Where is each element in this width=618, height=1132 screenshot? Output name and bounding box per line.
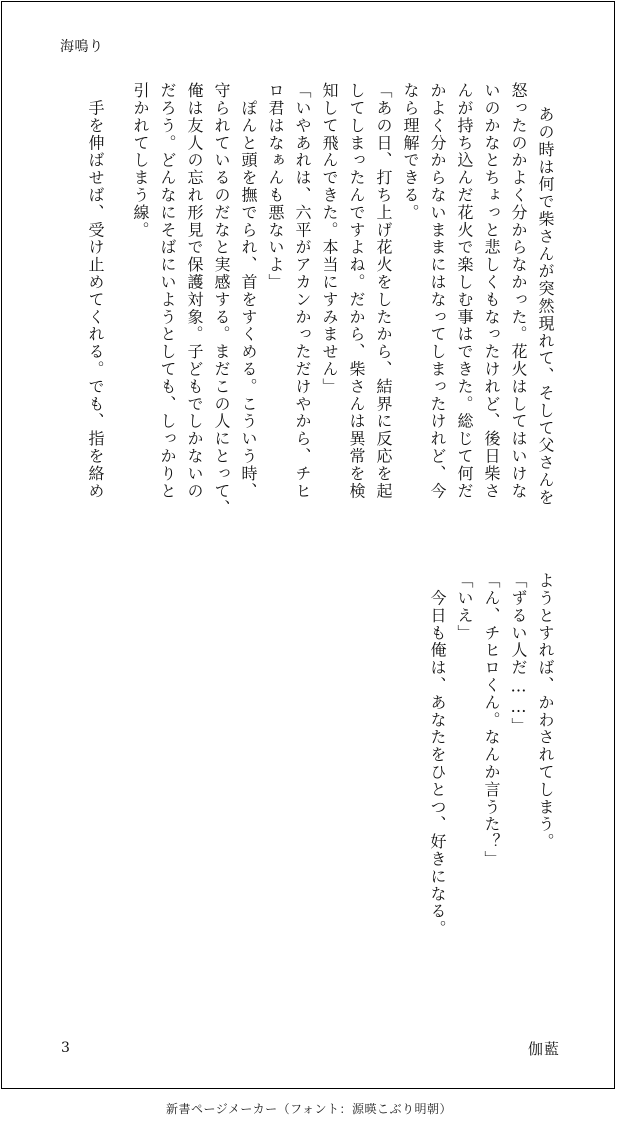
- body-line: 「ずるい人だ……」: [509, 572, 528, 735]
- body-line: 「いやあれは、六平がアカンかっただけやから、チヒ: [293, 82, 312, 500]
- body-line: 引かれてしまう線。: [131, 82, 150, 239]
- header-title: 海鳴り: [60, 39, 104, 55]
- body-line: だろう。どんなにそばにいようとしても、しっかりと: [158, 82, 177, 500]
- body-line: 「いえ」: [455, 572, 474, 642]
- body-line: ようとすれば、かわされてしまう。: [536, 572, 555, 851]
- author-name: 伽藍: [528, 1040, 561, 1058]
- body-line: してしまったんですよね。だから、柴さんは異常を検: [347, 82, 366, 500]
- body-line: かよく分からないままにはなってしまったけれど、今: [428, 82, 447, 500]
- body-line: んが持ち込んだ花火で楽しむ事はできた。総じて何だ: [455, 82, 474, 500]
- body-line: 手を伸ばせば、受け止めてくれる。でも、指を絡め: [86, 82, 105, 500]
- body-line: 「あの日、打ち上げ花火をしたから、結界に反応を起: [374, 82, 393, 500]
- body-line: 怒ったのかよく分からなかった。花火はしてはいけな: [509, 82, 528, 500]
- page-frame: [1, 1, 615, 1089]
- body-line: 今日も俺は、あなたをひとつ、好きになる。: [428, 572, 447, 938]
- body-line: いのかなとちょっと悲しくもなったけれど、後日柴さ: [482, 82, 501, 500]
- page-number: 3: [61, 1040, 70, 1056]
- generator-credit: 新書ページメーカー（フォント：源暎こぶり明朝）: [165, 1102, 453, 1116]
- body-line: 「ん、チヒロくん。なんか言うた？」: [482, 572, 501, 868]
- body-line: 俺は友人の忘れ形見で保護対象。子どもでしかないの: [185, 82, 204, 500]
- body-line: ぽんと頭を撫でられ、首をすくめる。こういう時、: [239, 82, 258, 500]
- body-line: 知して飛んできた。本当にすみません」: [320, 82, 339, 396]
- body-line: 守られているのだなと実感する。まだこの人にとって、: [212, 82, 231, 517]
- body-line: なら理解できる。: [401, 82, 420, 222]
- body-line: あの時は何で柴さんが突然現れて、そして父さんを: [536, 106, 555, 507]
- body-line: ロ君はなぁんも悪ないよ」: [266, 82, 285, 291]
